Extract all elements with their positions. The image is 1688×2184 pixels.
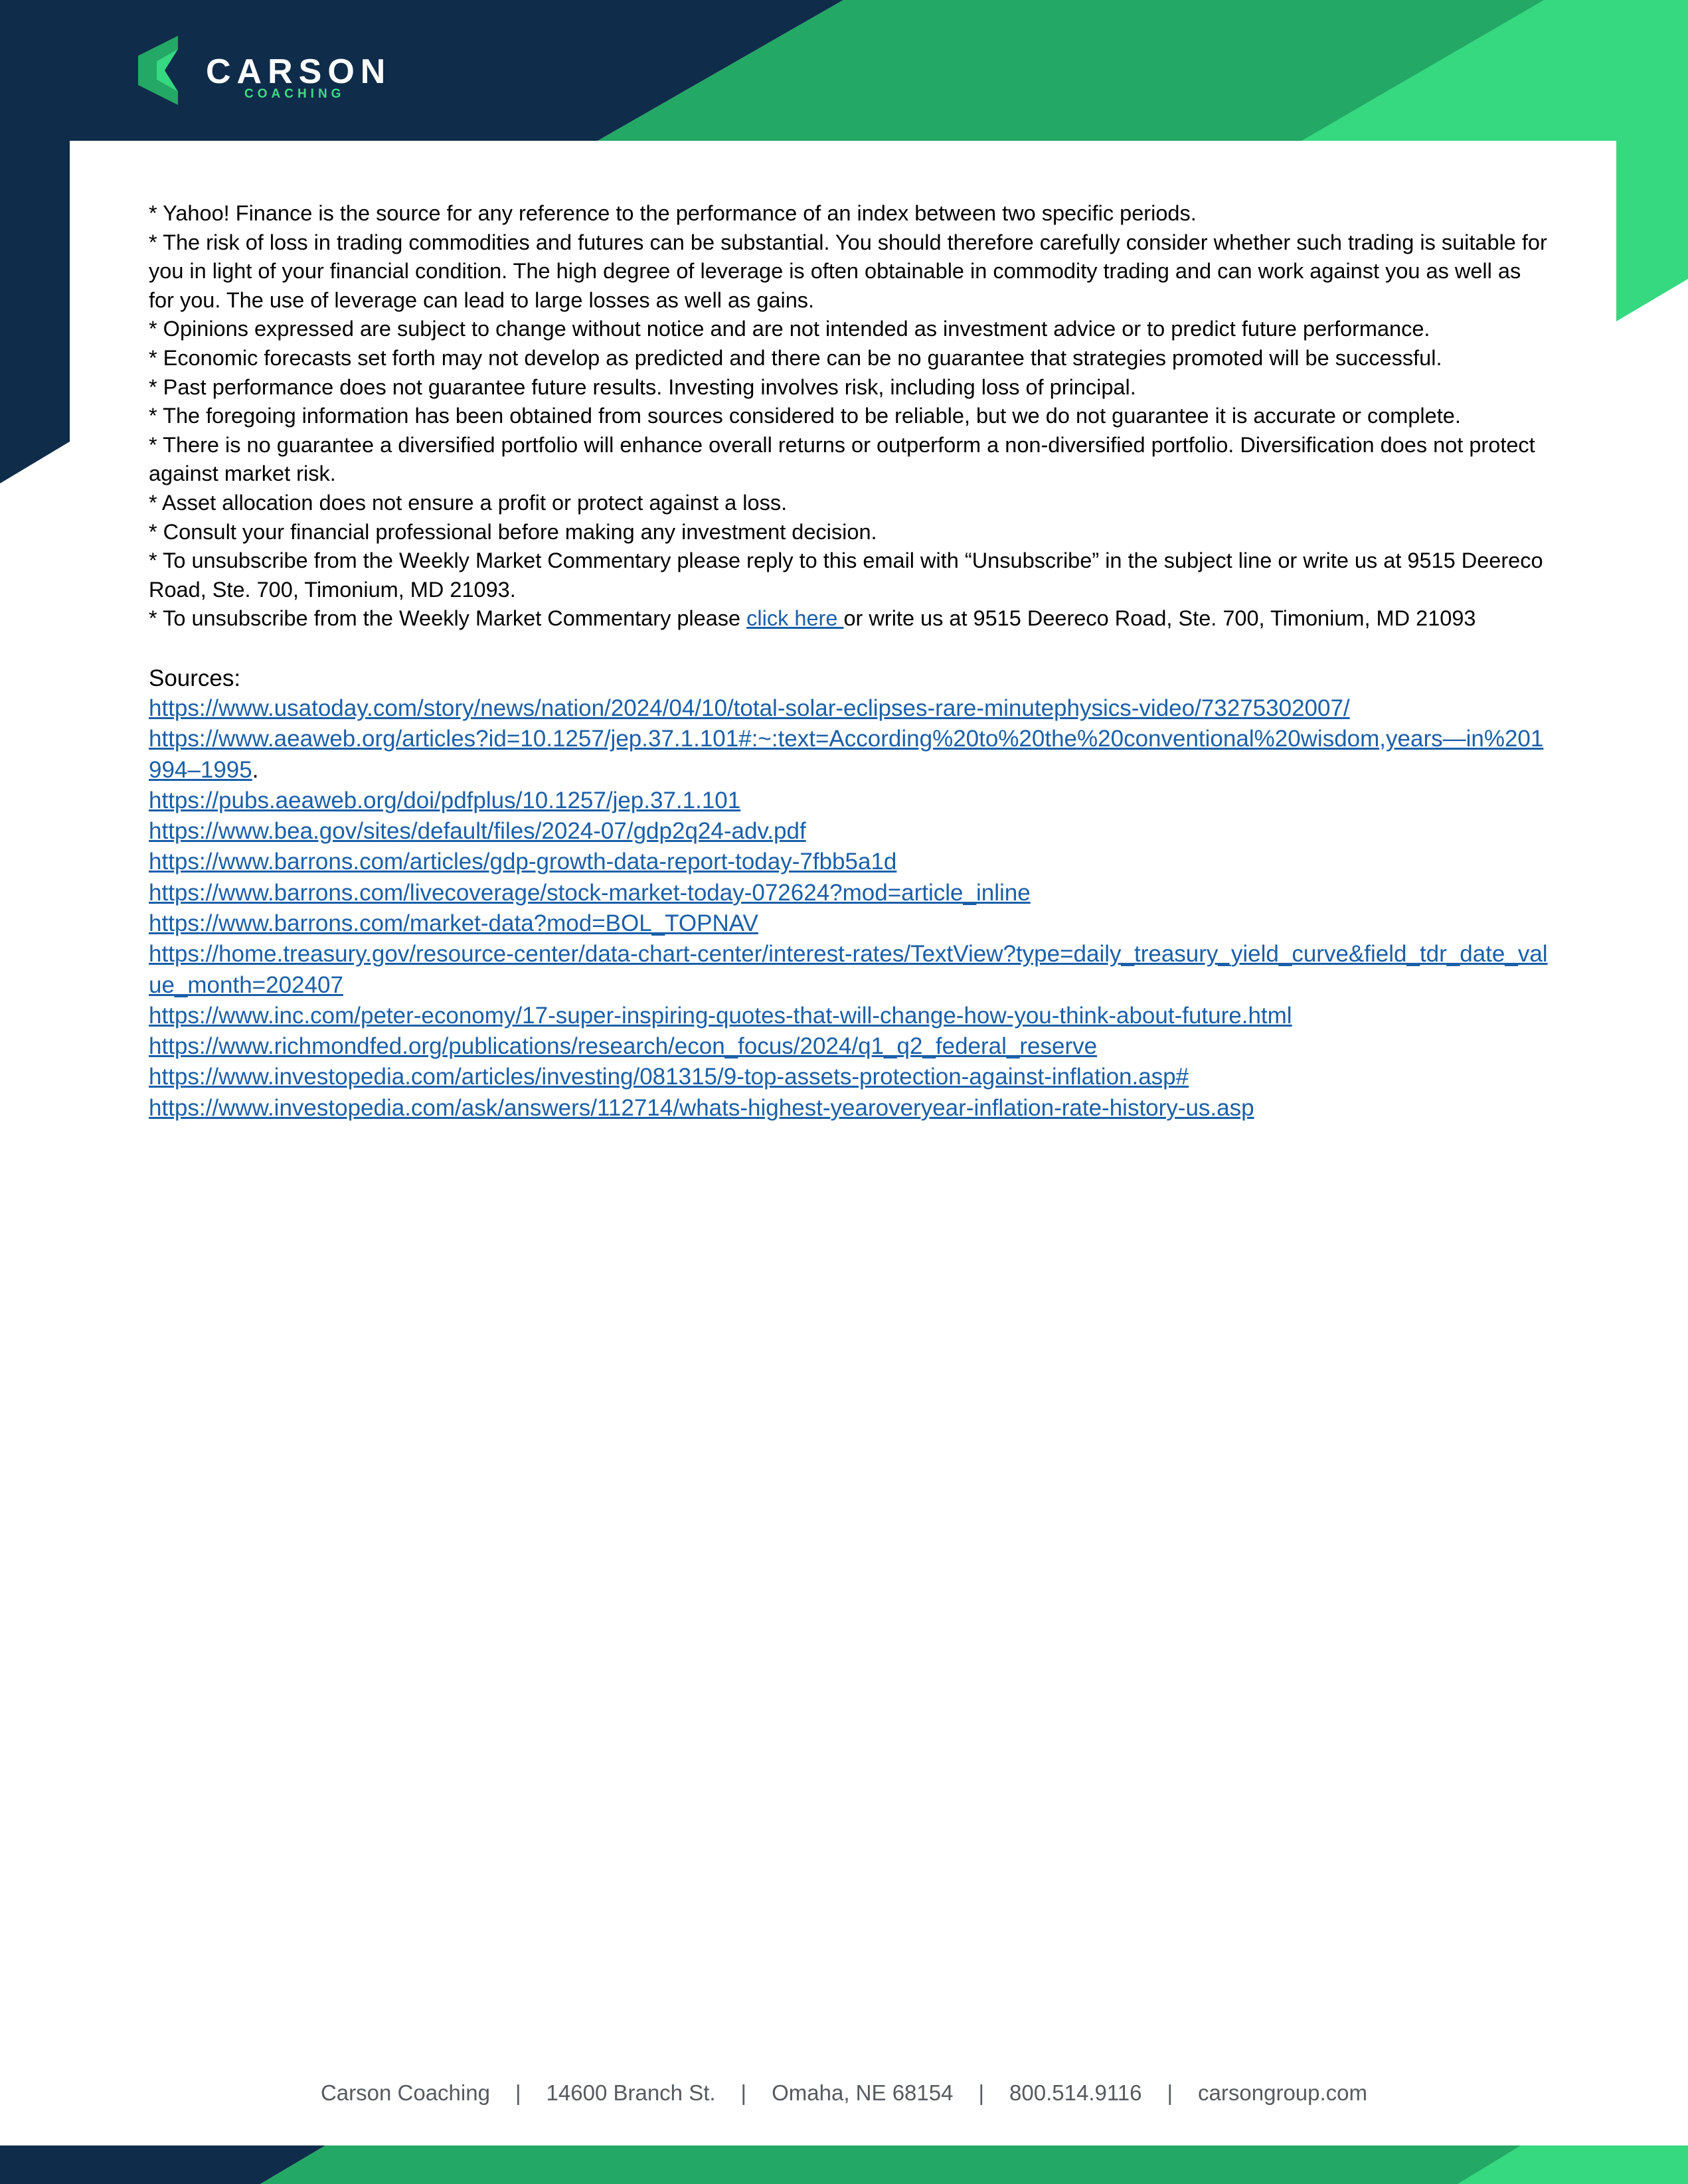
disclaimer-yahoo: * Yahoo! Finance is the source for any reference to the performance of an index between two specific periods. <box>149 201 1197 225</box>
source-item <box>149 908 1550 939</box>
disclaimer-asset-allocation: * Asset allocation does not ensure a profit or protect against a loss. <box>149 490 788 515</box>
source-item <box>149 1001 1550 1031</box>
disclaimer-past-performance: * Past performance does not guarantee future results. Investing involves risk, including loss of principal. <box>149 375 1136 399</box>
footer-city: Omaha, NE 68154 <box>772 2080 954 2105</box>
click-here-link[interactable]: click here <box>746 606 844 631</box>
source-link[interactable]: https://www.barrons.com/livecoverage/stock-market-today-072624?mod=article_inline <box>149 879 1031 906</box>
disclaimer-unsubscribe-email: * To unsubscribe from the Weekly Market Commentary please reply to this email with “Unsubscribe” in the subject line or write us at 9515 Deereco Road, Ste. 700, Timonium, MD 21093. <box>149 548 1543 602</box>
disclaimer-unsubscribe-link <box>149 604 1550 633</box>
carson-chevron-icon <box>138 36 179 105</box>
footer-website: carsongroup.com <box>1198 2080 1368 2105</box>
source-item <box>149 1062 1550 1092</box>
logo-subtitle: COACHING <box>244 87 345 101</box>
source-item <box>149 939 1550 1001</box>
sources-heading: Sources: <box>149 665 241 691</box>
disclaimer-diversification: * There is no guarantee a diversified portfolio will enhance overall returns or outperform a non-diversified portfolio. Diversification does not protect against market risk. <box>149 432 1535 486</box>
logo-wordmark: CARSON <box>206 52 392 91</box>
source-link[interactable]: https://www.barrons.com/articles/gdp-growth-data-report-today-7fbb5a1d <box>149 849 897 875</box>
source-link[interactable]: https://www.investopedia.com/articles/investing/081315/9-top-assets-protection-against-inflation.asp# <box>149 1064 1189 1090</box>
footer-separator: | <box>1167 2080 1173 2105</box>
disclaimer-opinions: * Opinions expressed are subject to change without notice and are not intended as investment advice or to predict future performance. <box>149 317 1430 341</box>
sources-list <box>149 693 1550 1124</box>
source-item <box>149 847 1550 877</box>
source-item <box>149 786 1550 816</box>
source-link[interactable]: https://www.usatoday.com/story/news/nation/2024/04/10/total-solar-eclipses-rare-minutephysics-video/73275302007/ <box>149 695 1350 721</box>
source-item <box>149 724 1550 786</box>
source-link[interactable]: https://www.richmondfed.org/publications/research/econ_focus/2024/q1_q2_federal_reserve <box>149 1033 1098 1060</box>
source-link[interactable]: https://home.treasury.gov/resource-center/data-chart-center/interest-rates/TextView?type=daily_treasury_yield_curve&field_tdr_date_value_month=202407 <box>149 941 1548 998</box>
footer-separator: | <box>740 2080 747 2105</box>
footer-street: 14600 Branch St. <box>546 2080 716 2105</box>
source-suffix: . <box>252 756 259 783</box>
disclaimer-forecasts: * Economic forecasts set forth may not develop as predicted and there can be no guarantee that strategies promoted will be successful. <box>149 345 1442 370</box>
source-link[interactable]: https://www.barrons.com/market-data?mod=BOL_TOPNAV <box>149 910 758 936</box>
footer-separator: | <box>978 2080 985 2105</box>
footer-company: Carson Coaching <box>320 2080 490 2105</box>
footer-separator: | <box>515 2080 521 2105</box>
source-item <box>149 1093 1550 1124</box>
footer-phone: 800.514.9116 <box>1009 2080 1142 2105</box>
source-link[interactable]: https://pubs.aeaweb.org/doi/pdfplus/10.1257/jep.37.1.101 <box>149 787 741 813</box>
source-item <box>149 878 1550 908</box>
footer-contact <box>0 2078 1688 2108</box>
source-item <box>149 1031 1550 1062</box>
unsubscribe-text-after: or write us at 9515 Deereco Road, Ste. 700, Timonium, MD 21093 <box>843 606 1476 631</box>
unsubscribe-text-before: * To unsubscribe from the Weekly Market Commentary please <box>149 606 747 631</box>
main-content <box>149 199 1550 1124</box>
source-link[interactable]: https://www.inc.com/peter-economy/17-super-inspiring-quotes-that-will-change-how-you-think-about-future.html <box>149 1002 1292 1029</box>
disclaimer-consult: * Consult your financial professional before making any investment decision. <box>149 519 877 544</box>
disclaimer-commodities: * The risk of loss in trading commodities and futures can be substantial. You should therefore carefully consider whether such trading is suitable for you in light of your financial condition. The high degree of leverage is often obtainable in commodity trading and can work against you as well as for you. The use of leverage can lead to large losses as well as gains. <box>149 230 1547 312</box>
footer-band <box>0 2145 1688 2184</box>
source-link[interactable]: https://www.investopedia.com/ask/answers/112714/whats-highest-yearoveryear-inflation-rate-history-us.asp <box>149 1094 1254 1121</box>
source-item <box>149 693 1550 724</box>
disclaimers <box>149 199 1550 633</box>
source-item <box>149 816 1550 847</box>
disclaimer-sources: * The foregoing information has been obtained from sources considered to be reliable, but we do not guarantee it is accurate or complete. <box>149 404 1461 428</box>
source-link[interactable]: https://www.bea.gov/sites/default/files/2024-07/gdp2q24-adv.pdf <box>149 818 806 845</box>
source-link[interactable]: https://www.aeaweb.org/articles?id=10.1257/jep.37.1.101#:~:text=According%20to%20the%20conventional%20wisdom,years—in%201994–1995 <box>149 726 1544 783</box>
